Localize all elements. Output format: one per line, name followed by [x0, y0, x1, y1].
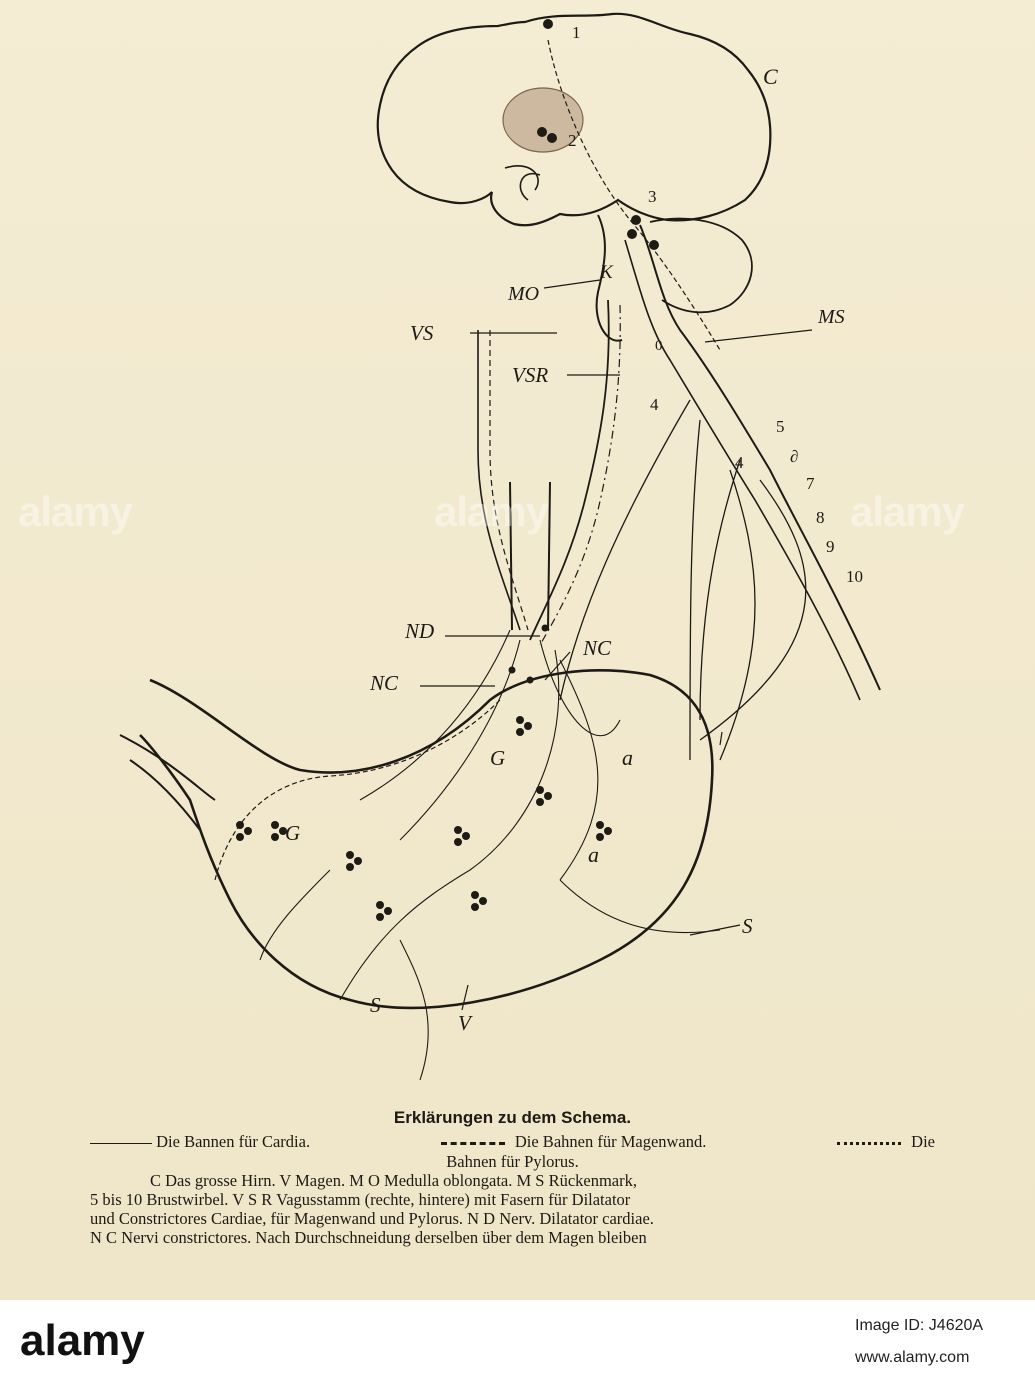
alamy-logo[interactable]: alamy: [20, 1316, 145, 1365]
label-4-upper: 4: [650, 395, 659, 414]
label-K: K: [600, 262, 613, 283]
label-6: ∂: [790, 447, 799, 466]
label-VSR: VSR: [512, 363, 549, 387]
label-S-right: S: [742, 914, 753, 938]
label-NC-lower: NC: [370, 671, 399, 695]
label-C: C: [763, 64, 778, 89]
image-id: Image ID: J4620A: [855, 1317, 984, 1334]
label-3: 3: [648, 187, 657, 206]
spinal-nerves: [560, 400, 806, 760]
watermark: alamy: [850, 488, 965, 535]
site-url[interactable]: www.alamy.com: [855, 1349, 970, 1366]
label-2: 2: [568, 131, 577, 150]
label-a-upper: a: [622, 745, 633, 770]
footer-bar: [0, 1300, 1035, 1390]
legend-line-dotted: [837, 1142, 901, 1145]
label-ND: ND: [405, 619, 435, 643]
label-G-lower: G: [285, 821, 301, 845]
label-10: 10: [846, 567, 863, 586]
caption-body-line: C Das grosse Hirn. V Magen. M O Medulla oblongata. M S Rückenmark,: [150, 1171, 637, 1190]
watermark: alamy: [18, 488, 133, 535]
caption-body-line: N C Nervi constrictores. Nach Durchschneidung derselben über dem Magen bleiben: [90, 1228, 647, 1247]
legend-magenwand: Die Bahnen für Magenwand.: [435, 1132, 707, 1152]
stomach-nerve-network: [260, 630, 720, 1080]
label-MO: MO: [508, 283, 540, 305]
label-4-lower: 4: [735, 453, 744, 472]
label-S-left: S: [370, 993, 381, 1017]
watermark: alamy: [434, 488, 549, 535]
label-a-lower: a: [588, 842, 599, 867]
legend-row: [90, 1132, 935, 1152]
caption: [90, 1108, 935, 1247]
label-VS: VS: [410, 321, 434, 345]
label-9: 9: [826, 537, 835, 556]
legend-line-solid: [90, 1143, 152, 1144]
caption-title: Erklärungen zu dem Schema.: [393, 1108, 632, 1127]
label-7: 7: [806, 474, 815, 493]
duodenum: [120, 735, 215, 830]
label-1: 1: [572, 23, 581, 42]
legend-pylorus: Die: [831, 1132, 935, 1152]
brain-stem-inner: [548, 40, 720, 350]
label-8: 8: [816, 508, 825, 527]
label-0: 0: [655, 338, 663, 354]
caption-body-line: und Constrictores Cardiae, für Magenwand und Pylorus. N D Nerv. Dilatator cardiae.: [90, 1209, 654, 1228]
label-NC-upper: NC: [583, 636, 612, 660]
label-5: 5: [776, 417, 785, 436]
legend-line-dashed: [441, 1142, 505, 1145]
legend-continuation: Bahnen für Pylorus.: [446, 1152, 579, 1171]
stomach-outline: [140, 670, 712, 1008]
label-G-upper: G: [490, 746, 506, 770]
label-MS: MS: [818, 306, 845, 328]
caption-body-line: 5 bis 10 Brustwirbel. V S R Vagusstamm (rechte, hintere) mit Fasern für Dilatator: [90, 1190, 631, 1209]
label-V: V: [458, 1011, 471, 1035]
brain-fold: [505, 166, 540, 200]
legend-cardia: Die Bannen für Cardia.: [90, 1132, 310, 1152]
spinal-cord: [640, 225, 880, 690]
